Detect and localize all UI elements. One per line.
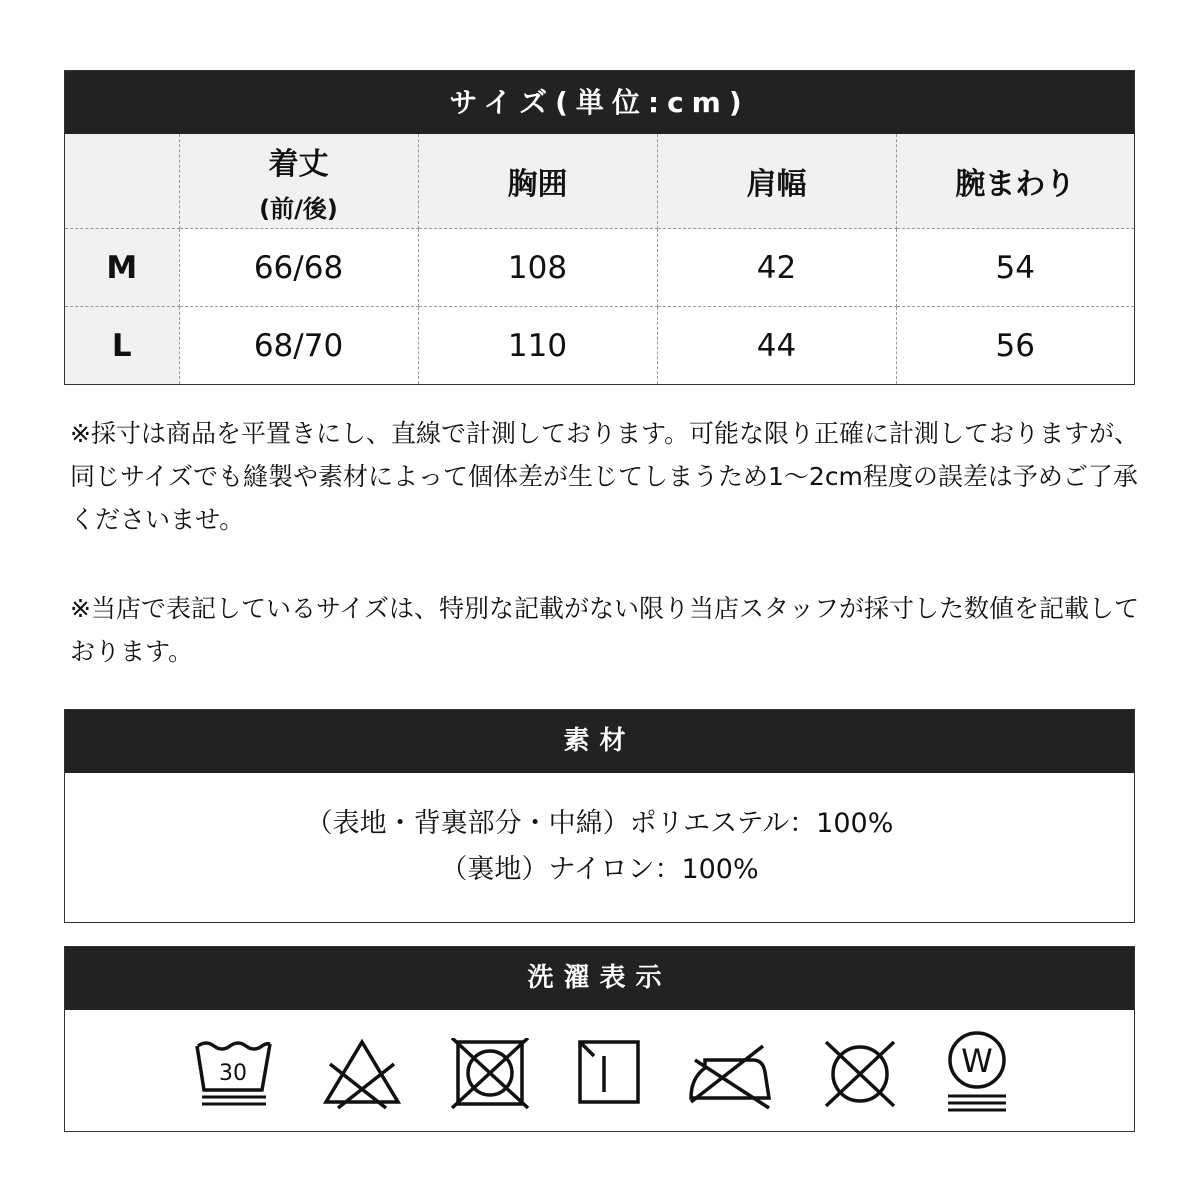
material-section-title: 素材: [65, 710, 1134, 773]
wash-30-weak-icon: [192, 1038, 276, 1110]
no-tumble-dry-icon: [448, 1038, 532, 1110]
table-cell: 42: [657, 229, 896, 307]
table-cell: 68/70: [179, 307, 418, 385]
table-row: [65, 229, 1134, 307]
size-section-title: サイズ(単位:cm): [65, 71, 1134, 134]
material-line: （裏地）ナイロン：100%: [440, 854, 759, 885]
no-dry-clean-icon: [820, 1038, 900, 1110]
header-chest: 胸囲: [418, 134, 657, 229]
table-cell: 66/68: [179, 229, 418, 307]
wet-clean-letter: W: [961, 1042, 993, 1080]
size-table-corner: [65, 134, 179, 229]
no-bleach-icon: [320, 1038, 404, 1110]
table-cell: 110: [418, 307, 657, 385]
header-length-sub: (前/後): [259, 194, 338, 223]
size-label: L: [65, 307, 179, 385]
care-section: [64, 946, 1135, 1132]
material-lines: [65, 773, 1134, 893]
header-length: [179, 134, 418, 229]
measurement-note: ※採寸は商品を平置きにし、直線で計測しております。可能な限り正確に計測しておりますが、同じサイズでも縫製や素材によって個体差が生じてしまうため1～2cm程度の誤差は予めご了承くださいませ。: [70, 419, 1139, 534]
table-cell: 108: [418, 229, 657, 307]
material-line: （表地・背裏部分・中綿）ポリエステル：100%: [305, 808, 894, 839]
header-shoulder: 肩幅: [657, 134, 896, 229]
size-table: [65, 134, 1134, 384]
table-cell: 54: [896, 229, 1134, 307]
size-label: M: [65, 229, 179, 307]
material-section: [64, 709, 1135, 923]
care-icons: [65, 1010, 1134, 1130]
table-cell: 56: [896, 307, 1134, 385]
wet-clean-very-mild-icon: [942, 1030, 1012, 1116]
size-table-header-row: [65, 134, 1134, 229]
header-length-label: 着丈: [268, 146, 329, 182]
wash-temp-text: 30: [219, 1061, 247, 1086]
table-cell: 44: [657, 307, 896, 385]
size-table-section: [64, 70, 1135, 385]
line-dry-shade-icon: [574, 1038, 644, 1110]
store-note: ※当店で表記しているサイズは、特別な記載がない限り当店スタッフが採寸した数値を記載しております。: [70, 594, 1139, 666]
table-row: [65, 307, 1134, 385]
no-iron-icon: [685, 1038, 775, 1110]
care-section-title: 洗濯表示: [65, 947, 1134, 1010]
header-arm: 腕まわり: [896, 134, 1134, 229]
